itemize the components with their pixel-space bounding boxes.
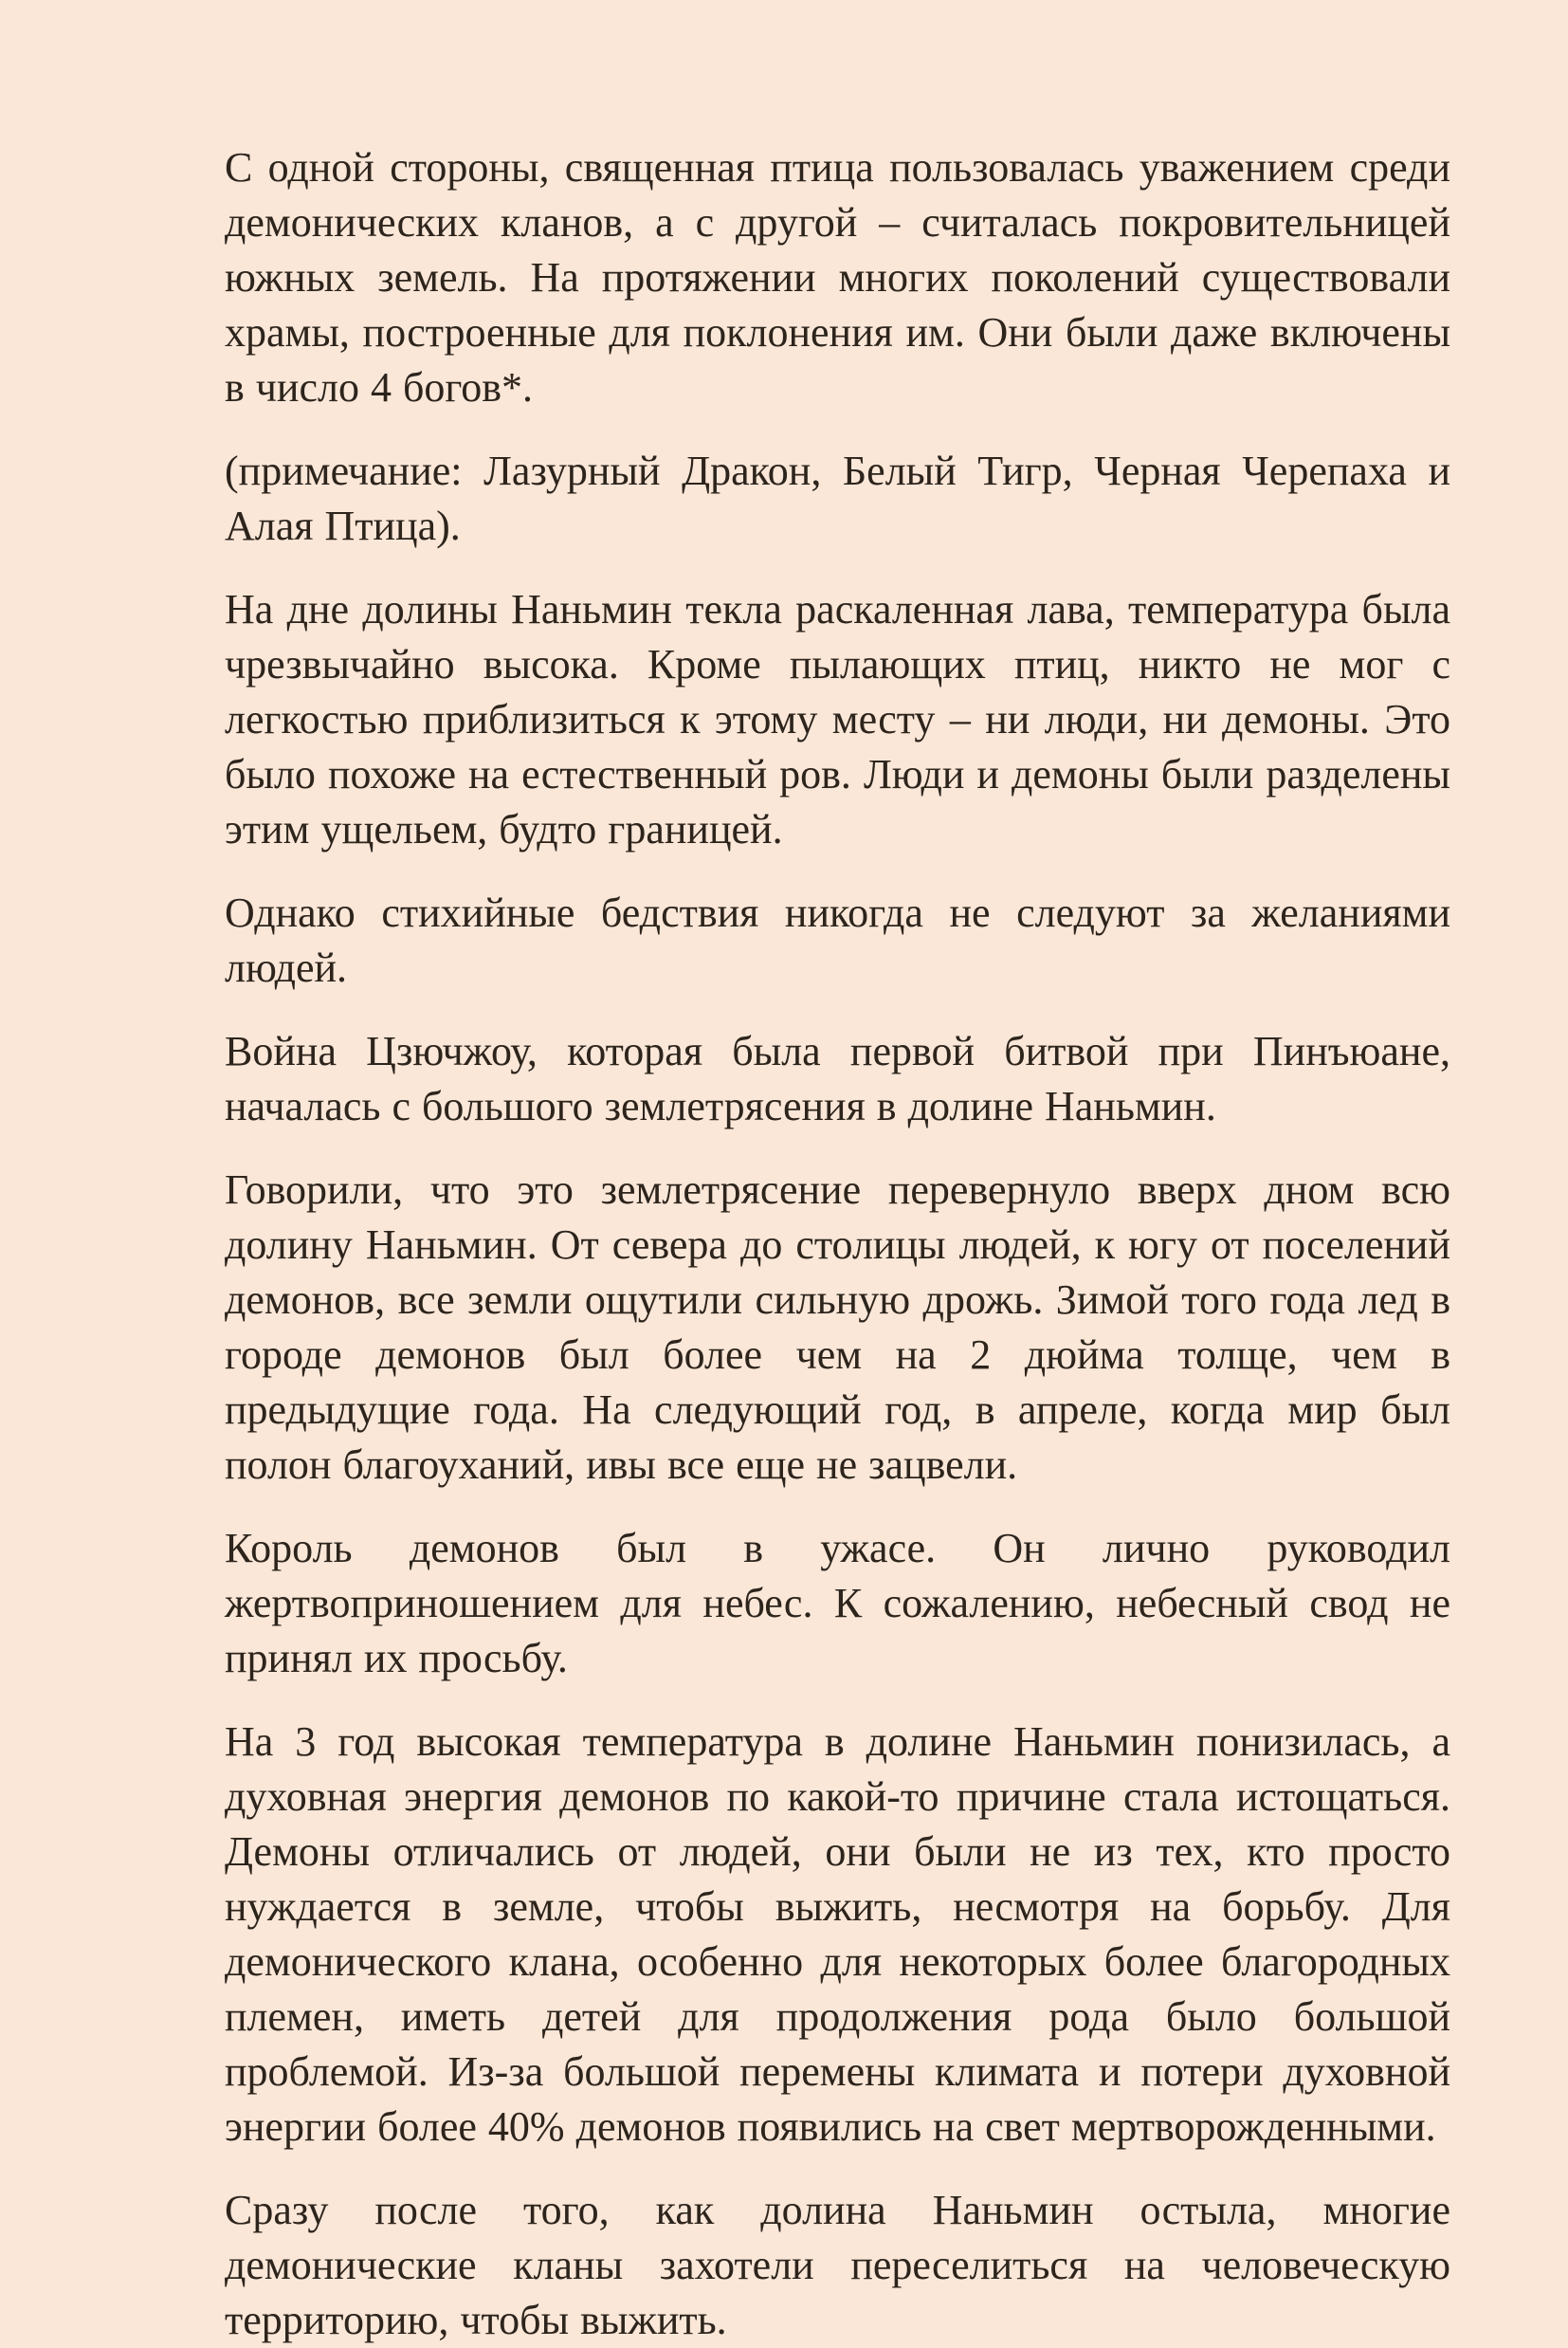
- paragraph-note: (примечание: Лазурный Дракон, Белый Тигр, Черная Черепаха и Алая Птица).: [225, 448, 1450, 549]
- paragraph: Сразу после того, как долина Наньмин остыла, многие демонические кланы захотели переселиться на человеческую территорию, чтобы выжить.: [225, 2187, 1450, 2343]
- paragraph: С одной стороны, священная птица пользовалась уважением среди демонических кланов, а с другой – считалась покровительницей южных земель. На протяжении многих поколений существовали храмы, построенные для поклонения им. Они были даже включены в число 4 богов*.: [225, 144, 1450, 411]
- paragraph: На 3 год высокая температура в долине Наньмин понизилась, а духовная энергия демонов по какой-то причине стала истощаться. Демоны отличались от людей, они были не из тех, кто просто нуждается в земле, чтобы выжить, несмотря на борьбу. Для демонического клана, особенно для некоторых более благородных племен, иметь детей для продолжения рода было большой проблемой. Из-за большой перемены климата и потери духовной энергии более 40% демонов появились на свет мертворожденными.: [225, 1718, 1450, 2150]
- paragraph: Говорили, что это землетрясение перевернуло вверх дном всю долину Наньмин. От севера до столицы людей, к югу от поселений демонов, все земли ощутили сильную дрожь. Зимой того года лед в городе демонов был более чем на 2 дюйма толще, чем в предыдущие года. На следующий год, в апреле, когда мир был полон благоуханий, ивы все еще не зацвели.: [225, 1166, 1450, 1488]
- paragraph: Король демонов был в ужасе. Он лично руководил жертвоприношением для небес. К сожалению, небесный свод не принял их просьбу.: [225, 1525, 1450, 1681]
- text-column: [225, 140, 1450, 2348]
- paragraph: Война Цзючжоу, которая была первой битвой при Пинъюане, началась с большого землетрясения в долине Наньмин.: [225, 1028, 1450, 1129]
- paragraph: Однако стихийные бедствия никогда не следуют за желаниями людей.: [225, 890, 1450, 991]
- paragraph: На дне долины Наньмин текла раскаленная лава, температура была чрезвычайно высока. Кроме пылающих птиц, никто не мог с легкостью приблизиться к этому месту – ни люди, ни демоны. Это было похоже на естественный ров. Люди и демоны были разделены этим ущельем, будто границей.: [225, 586, 1450, 853]
